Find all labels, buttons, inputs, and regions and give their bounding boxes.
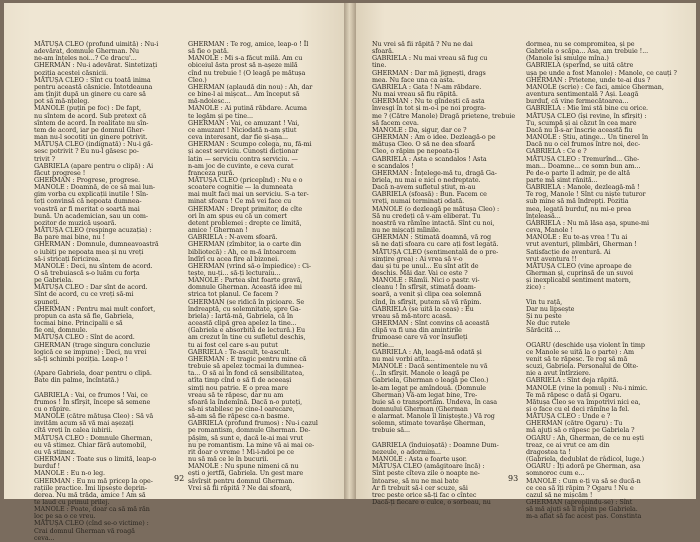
text-line: învesgi în tot și m-o-i pe noi progra-	[372, 104, 487, 113]
text-line: trivit ?	[34, 154, 55, 163]
text-line: GHERMAN : Progrese, progrese.	[34, 175, 140, 184]
text-line: MANOLE (o dezleagă pe mătușa Cleo) :	[372, 204, 500, 213]
text-line: adevărat, domnule Gherman. Nu	[34, 47, 140, 56]
text-line: GABRIELA : Ce e ?	[526, 147, 587, 156]
text-line: ce bine-l ai mișcat... Am început să	[188, 90, 300, 99]
text-line: GHERMAN : Dar mă jignești, drags	[372, 68, 486, 77]
text-line: pe romantism, domnule Gherman. De-	[188, 426, 311, 435]
text-line: făcut progrese !	[34, 168, 86, 177]
text-line: ceva...	[34, 533, 55, 542]
text-line: nezeule, o adormim...	[372, 447, 441, 456]
text-line: GABRIELA : Ah, leagă-mă odată și	[372, 347, 482, 356]
text-line: solemn, stimate tovarășe Gherman,	[372, 419, 486, 428]
text-line: propun ca asta să fie, Gabriela,	[34, 311, 134, 320]
text-line: trebuie să...	[372, 426, 411, 435]
text-line: Ba pare mai bine, nu !	[34, 233, 106, 242]
text-line: MĂTUȘA CLEO : Unde e ?	[526, 412, 611, 421]
text-line: man... Doamne... ce somn bun am...	[526, 161, 641, 170]
text-line: MANOLE : Eu n-o leg.	[34, 469, 106, 478]
text-line: loc pe sa o ce vreu.	[34, 512, 96, 521]
text-line: GABRIELA (sfoasă) : Bun. Facem ce	[372, 190, 487, 199]
text-line: nu mai vorbi atîta...	[372, 354, 435, 363]
text-line: MANOLE : Eu te-aș vrea ! Tu ai	[526, 233, 628, 242]
text-line: GHERMAN : Pentru mai mult confort,	[34, 304, 156, 313]
text-line: fie oni, domnule.	[34, 326, 88, 335]
text-line: Dacă-ți fiecare o culce, o sorbeau, nu	[372, 498, 491, 506]
text-line: Sînt de acord, cu ce vreți să-mi	[34, 290, 134, 299]
text-line: tocmai bine. Principalii e să	[34, 319, 123, 328]
text-line: mătușa Cleo. O să ne dea sfoară	[372, 140, 475, 149]
text-line: Nu mai vreau să fiu răpită.	[372, 90, 458, 99]
text-line: cazul să ne mișcăm !	[526, 490, 593, 499]
text-line: MĂTUȘA CLEO (își revine, în sfîrșit) :	[526, 111, 647, 120]
text-line: dragostea ta !	[526, 447, 571, 456]
text-line: să-i stricați fericirea.	[34, 254, 101, 263]
text-line: mea, legată burduf, nu mi-e prea	[526, 204, 631, 213]
text-line: e alarmat. Manole îl liniștește.) Vă rog	[372, 412, 495, 421]
text-line: Gabriela, Gherman o leagă pe Cleo.)	[372, 376, 489, 385]
text-line: strica tot planul. Ce facem ?	[188, 290, 278, 299]
text-line: MĂTUȘA CLEO (amăgitoare încă) :	[372, 462, 485, 471]
text-line: trebuie să apelez tocmai la dumnea-	[188, 362, 304, 371]
text-line: GHERMAN (trage singura concluzie	[34, 340, 151, 349]
text-line: Cleo, o răpim pe nepoata-ți	[372, 147, 459, 156]
text-line: domnule Gherman. Această idee mi	[188, 283, 302, 292]
text-line: GABRIELA : Sînt deja răpită.	[526, 376, 619, 385]
left-page-column-2	[188, 41, 332, 542]
text-line: Gherman) Vă-am legat bine, Tre-	[372, 390, 478, 399]
text-line: Ar fi trebuit să-i cer scuze, săi	[372, 483, 468, 492]
text-line: o iubiți pe nepoata mea și nu vreți	[34, 247, 144, 256]
text-line: logică ce se impune) : Deci, nu vrei	[34, 347, 147, 356]
text-line: MANOLE : Asta e foarte ușor.	[372, 455, 467, 464]
text-line: bună. Un academician, sau un com-	[34, 211, 149, 220]
text-line: voastră ar fi meritat o soartă mai	[34, 204, 140, 213]
text-line: MANOLE (scrie) : Ce faci, amice Gherman,	[526, 82, 664, 91]
text-line: MANOLE : Ai putină răbdare. Acuma	[188, 104, 307, 113]
text-line: OGARU : Îți adoră pe Gherman, asa	[526, 462, 641, 471]
text-line: MĂTUȘA CLEO : Domnule Gherman,	[34, 433, 153, 442]
left-page-column-1	[34, 41, 178, 542]
text-line: dormea, nu se compromitea, și pe	[526, 40, 635, 48]
text-line: briela, nu mai e nici o nedreptate.	[372, 175, 481, 184]
text-line: GHERMAN : Nu te gîndești că asta	[372, 97, 485, 106]
text-line: Gabriela o scăpa... Asa, am trebuie !...	[526, 47, 649, 56]
text-line: GABRIELA : Vai, ce frumos ! Vai, ce	[34, 390, 148, 399]
text-line: ce amuzant ! Niciodată n-am știut	[188, 125, 297, 134]
text-line: ne-am înțeles noi...? Ce dracu'...	[34, 54, 137, 63]
text-line: GHERMAN : Eu nu mă pricep la ope-	[34, 476, 153, 485]
text-line: GHERMAN : Sînt convins că această	[372, 319, 490, 328]
text-line: Ne duc rutele	[526, 319, 570, 328]
text-line: Te rog, Manole ! Sînt cu niște tuturor	[526, 190, 646, 199]
text-line: soară, a venit și clipa cea solemnă	[372, 290, 482, 299]
text-line: MANOLE : Mi s-a făcut milă. Am cu	[188, 54, 303, 63]
text-line: GABRIELA : Mie îmi stă bine cu orice.	[526, 104, 649, 113]
text-line: să-ni stabilesc pe cine-l oarecare,	[188, 404, 295, 413]
text-line: am țînjit după un ginere cu care să	[34, 90, 146, 99]
text-line: GABRIELA (profund frumos) : Nu-i cazul	[188, 419, 318, 428]
text-line: pășim, să sunt e, dacă le-ai mai vrut	[188, 433, 304, 442]
text-line: somnoroc cum e...	[526, 469, 585, 478]
text-line: Mătușa Cleo se va împotrivi nici ea,	[526, 397, 641, 406]
text-line: frumoase care vă vor însufleți	[372, 333, 468, 342]
text-line: să facem ceva.	[372, 118, 419, 127]
text-line: ce Manole se uită la o parte) : Am	[526, 347, 634, 356]
text-line: MĂTUȘA CLEO (sentimentală de o pre-	[372, 247, 499, 256]
text-line: (...în sfîrșit. Manole o leagă pe	[372, 369, 470, 378]
text-line: sub mine să mă îndrepți. Pozitia	[526, 197, 629, 206]
text-line: venit să te răpesc. Te rog să mă	[526, 354, 628, 363]
text-line: (Gabriela, dedublat de râdicol, luge.)	[526, 455, 645, 464]
text-line: MĂTUȘA CLEO (profund uimită) : Nu-i	[34, 40, 159, 48]
text-line: spuneți.	[34, 297, 60, 306]
text-line: GHERMAN : Scumpo colega, nu, fă-mi	[188, 140, 312, 149]
text-line: teți convinsă că nepoata dumnea-	[34, 197, 142, 206]
text-line: vrut aventura !!	[526, 254, 577, 263]
text-line: ușa pe unde a fost Manole) : Manole, ce cauți ?	[526, 68, 677, 77]
text-line: cu o răpire.	[34, 404, 71, 413]
text-line: să ne dați sfoara cu care ați fost legată.	[372, 240, 499, 249]
text-line: mă ajuți să o răpesc pe Gabriela ?	[526, 426, 635, 435]
text-line: noastră va rămîne intactă. Sînt cu noi,	[372, 218, 495, 227]
text-line: burduf !	[34, 462, 61, 471]
text-line: sesc potrivit ? Eu nu-l găsesc po-	[34, 147, 139, 156]
text-line: îndreaptă, cu solemnitate, spre Ga-	[188, 304, 301, 313]
text-line: săvîrșit pentru domnul Gherman.	[188, 476, 295, 485]
text-line: buie să o transportăm. Undeva, în casa	[372, 397, 498, 406]
text-line: cînd, în sfîrșit, putem să vă răpim.	[372, 297, 482, 306]
text-line: nie a avut întîrziere.	[526, 369, 591, 378]
text-line: MĂTUȘA CLEO : Sînt cu toată inima	[34, 75, 151, 84]
text-line: Și nu peste	[526, 311, 562, 320]
text-line: MANOLE (către mătușa Cleo) : Să vă	[34, 412, 154, 421]
left-page-columns	[34, 41, 332, 542]
text-line: vreți, numai terminați odată.	[372, 197, 465, 206]
text-line: MANOLE : Dacă sentimentele nu vă	[372, 362, 488, 371]
text-line: atîta timp cînd o să fi de aceeași	[188, 376, 292, 385]
text-line: vreau să te răpesc, dar nu am	[188, 390, 284, 399]
text-line: tu ai fost cel care s-au putut	[188, 340, 278, 349]
right-page-columns	[372, 40, 677, 521]
text-line: GABRIELA (înduioșată) : Doamne Dum-	[372, 440, 499, 449]
text-line: vrut aventuri, plimbări, Gherman !	[526, 240, 637, 249]
text-line: MĂTUȘA CLEO : Tremurînd... Ghe-	[526, 154, 640, 163]
text-line: pentru această căsnicie. Întotdeauna	[34, 82, 153, 91]
text-line: (Manole își smulge mîna.)	[526, 54, 609, 63]
text-line: Sărăcită ...	[526, 326, 561, 335]
text-line: MĂTUȘA CLEO (vine aproape de	[526, 261, 632, 270]
text-line: burduf, că vine fermecătoarea...	[526, 97, 629, 106]
text-line: bibliotecă) : Ah, ce m-ă întoarcem	[188, 247, 297, 256]
text-line: e scandalos !	[372, 161, 414, 170]
text-line: poziția acestei căsnicii.	[34, 68, 108, 77]
text-line: Vrei să fii răpită ? Ne dai sfoară,	[188, 483, 292, 492]
text-line: pe Gabriela.	[34, 276, 74, 285]
text-line: gim vorba cu explicații inutile ! Sîn-	[34, 190, 149, 199]
text-line: netie...	[372, 340, 394, 349]
text-line: sfoară la îndemînă. Dacă n-o puteți,	[188, 397, 303, 406]
text-line: detent problemei : drepte ce limită,	[188, 218, 302, 227]
text-line: GHERMAN : Domnule, dumneavoastră	[34, 240, 159, 249]
text-line: înțeleasă...	[526, 211, 561, 220]
text-line: GHERMAN : Prietene, unde te-ai dus ?	[526, 75, 651, 84]
text-line: Să nu credeți că v-am eliberat. Tu	[372, 211, 481, 220]
text-line: GABRIELA : Manole, dezleagă-mă !	[526, 183, 640, 192]
text-line: Tu, scumpă și ai căzut în cea mare	[526, 118, 637, 127]
text-line: OGARU : Ah, Gherman, de ce nu ești	[526, 433, 644, 442]
text-line: treaz, ce ai vrut ce am din	[526, 440, 610, 449]
text-line: MĂTUȘA CLEO (pricepînd) : Nu e o	[188, 175, 303, 184]
text-line: te laud cu primul prilej.	[34, 498, 110, 506]
text-line: GHERMAN (către Ogaru) : Tu	[526, 419, 623, 428]
text-line: să fie o pată.	[188, 47, 229, 56]
text-line: franceza pură.	[188, 168, 235, 177]
text-line: dau și tu pe unul... Eu sînt atît de	[372, 261, 479, 270]
text-line: GHERMAN : E tragic pentru mine că	[188, 354, 307, 363]
text-line: GHERMAN : Toate sus o limită, leap-o	[34, 455, 157, 464]
right-page	[350, 3, 696, 521]
text-line: sfoară.	[372, 47, 394, 56]
text-line: MANOLE : Doamnă, de ce să mai lun-	[34, 183, 156, 192]
text-line: sîntem de acord. În realitate nu sîn-	[34, 118, 149, 127]
text-line: n-am joc de cuvinte, e ceva curat	[188, 161, 294, 170]
text-line: MANOLE (puțin pe foc) : De fapt,	[34, 104, 141, 113]
text-line: tește, nu-ți... să-ți lecturaiu...	[188, 269, 281, 277]
text-line: Nu vrei să fii răpită ? Nu ne dai	[372, 40, 473, 48]
text-line: nu pe romantism. La mine vă ai mai ce-	[188, 440, 315, 449]
text-line: GABRIELA (sperînd, se uită către	[526, 61, 634, 70]
text-line: GHERMAN : Stimată doamnă, vă rog	[372, 233, 492, 242]
text-line: minat sfoara ! Ce mă vei face cu	[188, 197, 292, 206]
text-line: MĂTUȘA CLEO : Dar sînt de acord.	[34, 283, 148, 292]
text-line: Bate din palme, încîntată.)	[34, 376, 119, 385]
text-line: MĂTUȘA CLEO : Sînt de acord.	[34, 333, 135, 342]
right-page-column-2	[526, 40, 677, 521]
text-line: GHERMAN : Drept primitor, de cîte	[188, 204, 303, 213]
text-line: ești o jertfă, Gabriela. Un gest mare	[188, 469, 304, 478]
text-line: MĂTUȘA CLEO (respinge acuzația) :	[34, 226, 152, 235]
text-line: Cleo.)	[188, 75, 207, 84]
text-line: man nu-l socotiți un ginere potrivit.	[34, 133, 148, 142]
text-line: GABRIELA : Gata ! N-am răbdare.	[372, 82, 482, 91]
text-line: MĂTUȘA CLEO (indignată) : Nu-i gă-	[34, 140, 153, 149]
text-line: amice ! Gherman !	[188, 226, 248, 235]
text-line: GHERMAN : Am o idee. Dezleagă-o pe	[372, 133, 496, 142]
text-line: derea. Nu mă trăda, amice ! Am să	[34, 490, 146, 499]
text-line: O să trebuiască s-o luăm cu forța	[34, 269, 140, 277]
text-line: Dacă nu o cel frumos între noi, dec-	[526, 140, 641, 149]
book-gutter	[344, 3, 356, 499]
text-line: ori în am spus eu că un comert	[188, 211, 287, 220]
text-line: vreau să mă-ntorc acasă.	[372, 311, 452, 320]
text-line: me ? (Către Manole) Dragă prietene, trebuie	[372, 111, 516, 120]
text-line: MANOLE : Nu spune nimeni că nu	[188, 462, 299, 471]
text-line: GABRIELA : Nu mă lăsa așa, spune-mi	[526, 218, 649, 227]
text-line: GABRIELA : Asta e scandalos ! Asta	[372, 154, 487, 163]
text-line: le-am legat pe amîndouă. (Domnule	[372, 383, 487, 392]
text-line: eu vă stimez.	[34, 447, 76, 456]
text-line: Dacă nu îl-s-ar înscrie această fiu	[526, 125, 633, 134]
text-line: Crai domnul Gherman vă roagă	[34, 526, 135, 535]
text-line: nu sîntem de acord. Sub pretext că	[34, 111, 147, 120]
text-line: GHERMAN (aplaudă din nou) : Ah, dar	[188, 82, 313, 91]
text-line: trec peste orice să-ți fac o cîntec	[372, 490, 477, 499]
text-line: GHERMAN (zîmbitor, ia o carte din	[188, 240, 302, 249]
text-line: deschis. Măi dar. Vai ce este ?	[372, 269, 468, 277]
text-line: MANOLE : Partea sînt foarte gravă,	[188, 276, 303, 285]
text-line: GHERMAN : Înțelege-mă tu, dragă Ga-	[372, 168, 497, 177]
text-line: invităm acum să vă mai așezați	[34, 419, 134, 428]
text-line: simți nou patrie. E o prea mare	[188, 383, 289, 392]
page-number: 92	[174, 474, 185, 483]
text-line: GHERMAN (se ridică în picioare. Se	[188, 297, 305, 306]
text-line: Sînt peste cîteva zile o noapte ne-	[372, 469, 480, 478]
text-line: clipă va fi una din amintirile	[372, 326, 462, 335]
text-line: scoatere cognitie — la dumneata	[188, 183, 293, 192]
text-line: tem de acord, iar pe domnul Gher-	[34, 125, 145, 134]
text-line: îndîrî cu acea fire al bizonei.	[188, 254, 280, 263]
text-line: aventura sentimentală ? Ași. Leagă	[526, 90, 639, 99]
text-line: pozitor de muzică ușoară.	[34, 218, 117, 227]
text-line: și o face cu el deci rămîne la fel.	[526, 404, 630, 413]
text-line: MANOLE : Deci, nu sîntem de acord.	[34, 261, 153, 270]
text-line: cleanu ! În sfîrșit, stimată doam-	[372, 283, 476, 292]
text-line: frumos ! În sfîrșit, începe să semene	[34, 397, 151, 406]
text-line: GABRIELA (se uită la ceas) : Eu	[372, 304, 474, 313]
text-line: (Gabriela e absorbită de lectură.) Eu	[188, 326, 306, 335]
text-line: MANOLE : Da, sigur, dar ce ?	[372, 125, 467, 134]
text-line: scuzi, Gabriela. Personalul de Olte-	[526, 362, 639, 371]
text-line: obiceiul ăsta prost să n-așeze milă	[188, 61, 298, 70]
text-line: Dacă n-avem sufletul știut, m-au	[372, 183, 476, 192]
text-line: Gherman și, cuprinsă de un suvoi	[526, 269, 634, 277]
text-line: Vin tu rață,	[526, 297, 563, 306]
text-line: MANOLE : Rămîi. Nici o pastr. vi-	[372, 276, 480, 285]
text-line: această clipă grea apelez la tine...	[188, 319, 297, 328]
text-line: MANOLE (vine la pomul) : Nu-i nimic.	[526, 383, 648, 392]
text-line: GHERMAN : Te rog, amice, leap-o ! Îl	[188, 40, 309, 48]
text-line: mă-ndoiesc...	[188, 97, 231, 106]
text-line: GHERMAN (vrind să-o împiedice) : Ci-	[188, 261, 312, 270]
text-line: te legăm și pe tine...	[188, 111, 253, 120]
text-line: eu vă stimez. Chiar fără automobil,	[34, 440, 147, 449]
text-line: rațiile practice. Îmi lipsește deprin-	[34, 483, 147, 492]
text-line: domnului Gherman (Gherman	[372, 404, 468, 413]
text-line: simțire grea) : Ai vrea să v-o	[372, 254, 463, 263]
text-line: Dar nu lipsește	[526, 304, 575, 313]
text-line: cînd nu trebuie ! (O leagă pe mătușa	[188, 68, 306, 77]
text-line: briela) : Iartă-mă, Gabriela, că în	[188, 311, 294, 320]
text-line: MANOLE : Cum e-ți va să se ducă-n	[526, 476, 641, 485]
text-line: nu ne mișcați mîinile.	[372, 226, 441, 235]
text-line: tine.	[372, 61, 387, 70]
text-line: să mă ajuți să îl răpim pe Gabriela.	[526, 505, 638, 514]
text-line: parte mă simt rănită...	[526, 175, 598, 184]
text-line: GABRIELA (apare pentru o clipă) : Ai	[34, 161, 154, 170]
text-line: mea. Nu face una ca asta.	[372, 75, 455, 84]
text-line: rit doar o vreme ! Mi-i-ndoi pe ce	[188, 447, 294, 456]
text-line: GABRIELA : Nu mai vreau să fug cu	[372, 54, 488, 63]
text-line: și acest serviciu. Cunoști dicționar	[188, 147, 299, 156]
text-line: MĂTUȘA CLEO (cînd se-o victime) :	[34, 519, 149, 528]
text-line: să-ți schimbi poziția. Leap-o !	[34, 354, 128, 363]
text-line: OGARU (deschide ușa violent în timp	[526, 340, 645, 349]
text-line: Satisfacție de aventură. Ai	[526, 247, 611, 256]
text-line: mai mult faci mai un serviciu. S-a ter-	[188, 190, 309, 199]
left-page	[4, 3, 350, 542]
text-line: să-am să fie răpesc ca-n basme.	[188, 412, 290, 421]
text-line: GHERMAN : Vai, ce amuzant ! Vai,	[188, 118, 300, 127]
text-line: latin — serviciu contra serviciu. —	[188, 154, 298, 163]
text-line: Te mă răpesc o dată și Ogaru.	[526, 390, 622, 399]
text-line: MANOLE : Știu, atinge... Un tinerel în	[526, 133, 649, 142]
text-line: cîtă vreți în calea iubirii.	[34, 426, 113, 435]
text-line: GABRIELA : Te-ascult, te-ascult.	[188, 347, 291, 356]
text-line: GHERMAN : Nu-i adevărat. Sintetizați	[34, 61, 158, 70]
text-line: ceva, Manole !	[526, 226, 573, 235]
text-line: m-a afiat să fac acest pas. Constinta	[526, 512, 642, 521]
text-line: MANOLE : Poate, doar ca să mă răn	[34, 505, 150, 514]
text-line: am crezut în tine cu sufletul deschis,	[188, 333, 306, 342]
text-line: (Apare Gabriela, doar pentru o clipă.	[34, 369, 152, 378]
text-line: întoarse, să nu ne mai bate	[372, 476, 459, 485]
page-number: 93	[508, 474, 519, 483]
text-line: zice) :	[526, 283, 546, 292]
text-line: și inexplicabil sentiment matern,	[526, 276, 631, 285]
text-line: ce cea să îți răpim ? Ogaru ! Nu e	[526, 483, 634, 492]
text-line: nu să mă ce le în bucurii.	[188, 455, 269, 464]
text-line: pot să mă-nțeleg.	[34, 97, 90, 106]
text-line: Pe de-o parte îl admir, pe de altă	[526, 168, 630, 177]
text-line: ceva interesant, dar fie și-așa...	[188, 133, 288, 142]
text-line: GABRIELA : N-avem sfoară.	[188, 233, 278, 242]
right-page-column-1	[372, 40, 519, 520]
text-line: GHERMAN (apropiindu-se) : Sînt	[526, 498, 633, 506]
text-line: ta... O să ai în fond că sensibilitatea,	[188, 369, 305, 378]
